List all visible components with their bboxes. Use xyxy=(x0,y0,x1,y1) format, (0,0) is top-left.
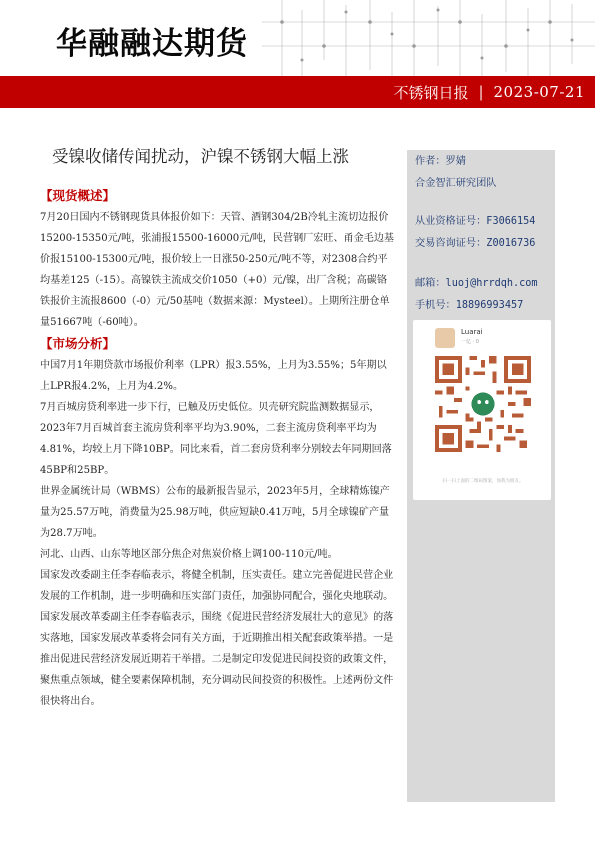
author-email[interactable]: 邮箱：luoj@hrrdqh.com xyxy=(415,278,538,289)
report-headline: 受镍收储传闻扰动，沪镍不锈钢大幅上涨 xyxy=(52,147,349,166)
section-title-spot: 【现货概述】 xyxy=(40,188,116,203)
report-date: 2023-07-21 xyxy=(493,83,585,101)
advisor-number: 交易咨询证号：Z0016736 xyxy=(415,238,536,249)
avatar xyxy=(435,328,455,348)
wechat-qr-card xyxy=(413,320,551,500)
qr-note: 扫一扫上面的二维码图案，加我为朋友。 xyxy=(442,479,524,484)
qr-code-icon xyxy=(435,356,531,452)
market-paragraph: 河北、山西、山东等地区部分焦企对焦炭价格上调100-110元/吨。 xyxy=(40,549,338,560)
section-title-market: 【市场分析】 xyxy=(40,336,116,351)
market-paragraph: 国家发展改革委副主任李春临表示，围绕《促进民营经济发展壮大的意见》的落实落地，国家发展改革委将会同有关方面，于近期推出相关配套政策举措。一是推出促进民营经济发展近期若干举措。二是制定印发促进民间投资的政策文件，聚焦重点领域，健全要素保障机制，充分调动民间投资的积极性。上述两份文件很快将出台。 xyxy=(40,612,394,707)
spot-overview-paragraph: 7月20日国内不锈钢现货具体报价如下：天管、酒钢304/2B冷轧主流切边报价15200-15350元/吨，张浦报15500-16000元/吨，民营钢厂宏旺、甬金毛边基价报15100-15300元/吨，报价较上一日涨50-250元/吨不等，对2308合约平均基差125（-15）。高镍铁主流成交价1050（+0）元/镍，出厂含税；高碳铬铁报价主流报8600（-0）元/50基吨（数据来源：Mysteel）。上期所注册仓单量51667吨（-60吨）。 xyxy=(40,212,395,328)
license-number: 从业资格证号：F3066154 xyxy=(415,216,536,227)
company-logo: 华融融达期货 xyxy=(56,26,248,62)
research-team: 合金智汇研究团队 xyxy=(415,178,497,189)
market-paragraph: 国家发改委副主任李春临表示，将健全机制，压实责任。建立完善促进民营企业发展的工作机制，进一步明确和压实部门责任，加强协同配合，强化央地联动。 xyxy=(40,570,394,602)
main-content xyxy=(40,185,396,712)
qr-contact-name: Luarai xyxy=(461,328,483,336)
market-paragraph: 世界金属统计局（WBMS）公布的最新报告显示，2023年5月，全球精炼镍产量为25.57万吨，消费量为25.98万吨，供应短缺0.41万吨，5月全球镍矿产量为28.7万吨。 xyxy=(40,486,390,539)
market-paragraph: 7月百城房贷利率进一步下行，已触及历史低位。贝壳研究院监测数据显示，2023年7月百城首套主流房贷利率平均为3.90%，二套主流房贷利率平均为4.81%，均较上月下降10BP。同比来看，首二套房贷利率分别较去年同期回落45BP和25BP。 xyxy=(40,402,392,476)
header-decorative-pattern xyxy=(262,0,595,76)
report-type: 不锈钢日报 xyxy=(393,83,469,102)
market-paragraph: 中国7月1年期贷款市场报价利率（LPR）报3.55%，上月为3.55%；5年期以上LPR报4.2%，上月为4.2%。 xyxy=(40,360,387,392)
qr-contact-sub: 一亿 · 0 xyxy=(461,339,479,345)
author-phone[interactable]: 手机号：18896993457 xyxy=(415,300,524,311)
author-sidebar xyxy=(407,150,555,802)
header-separator: | xyxy=(478,83,484,101)
author-name: 作者：罗婧 xyxy=(415,156,466,167)
header-band-content xyxy=(393,76,585,108)
